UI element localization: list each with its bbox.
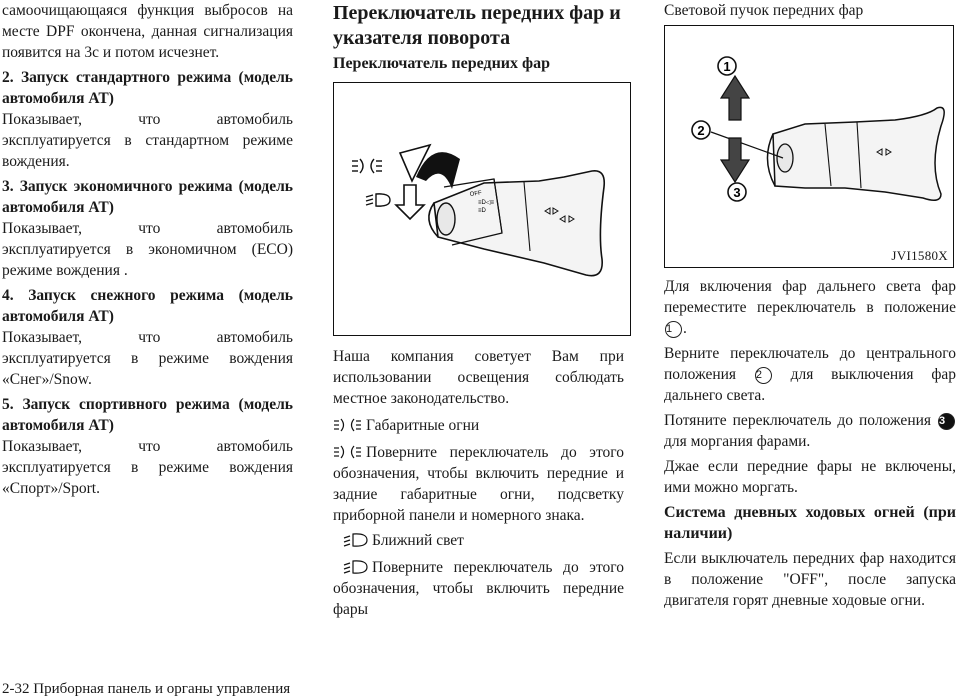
parking-light-symbol-icon bbox=[352, 159, 382, 173]
paragraph-parking-lights: Поверните переключатель до этого обозначения, чтобы включить передние и задние габаритные огни, подсветку приборной панели и номерного знака. bbox=[333, 444, 624, 524]
position-3-label: 3 bbox=[733, 185, 741, 200]
section-title: Переключатель передних фар и указателя поворота bbox=[333, 2, 621, 49]
headlight-switch-illustration bbox=[334, 83, 632, 337]
heading-parking-lights: Габаритные огни bbox=[333, 415, 624, 436]
paragraph-center-position: Верните переключатель до центрального положения 2 для выключения фар дальнего света. bbox=[664, 345, 957, 404]
paragraph-low-beam: Поверните переключатель до этого обозначения, чтобы включить передние фары bbox=[333, 559, 624, 618]
paragraph-flash-note: Джае если передние фары не включены, ими можно моргать. bbox=[664, 458, 956, 496]
label-off: OFF bbox=[469, 190, 483, 198]
paragraph-standard-mode: Показывает, что автомобиль эксплуатируется в стандартном режиме вождения. bbox=[2, 111, 293, 170]
paragraph-snow-mode: Показывает, что автомобиль эксплуатируется в режиме вождения «Снег»/Snow. bbox=[2, 329, 293, 388]
page-footer: 2-32 Приборная панель и органы управления bbox=[2, 681, 291, 697]
heading-low-beam: Ближний свет bbox=[333, 530, 624, 551]
paragraph-flash: Потяните переключатель до положения 3 для моргания фарами. bbox=[664, 410, 956, 452]
low-beam-icon bbox=[343, 533, 369, 547]
paragraph-sport-mode: Показывает, что автомобиль эксплуатируется в режиме вождения «Спорт»/Sport. bbox=[2, 438, 293, 497]
figure-caption-beam: Световой пучок передних фар bbox=[664, 2, 864, 19]
position-2-circle: 2 bbox=[755, 367, 772, 384]
paragraph-advice: Наша компания советует Вам при использовании освещения соблюдать местное законодательство. bbox=[333, 348, 624, 407]
column-right bbox=[664, 0, 956, 611]
paragraph-eco-mode: Показывает, что автомобиль эксплуатируется в экономичном (ECO) режиме вождения . bbox=[2, 220, 293, 279]
low-beam-symbol-icon bbox=[366, 194, 390, 206]
paragraph-drl: Если выключатель передних фар находится в положение "OFF", после запуска двигателя горят дневные ходовые огни. bbox=[664, 550, 956, 609]
section-subtitle: Переключатель передних фар bbox=[333, 55, 550, 72]
parking-light-icon bbox=[333, 418, 363, 432]
heading-eco-mode: 3. Запуск экономичного режима (модель автомобиля AT) bbox=[2, 178, 293, 216]
beam-switch-figure bbox=[664, 25, 954, 268]
heading-snow-mode: 4. Запуск снежного режима (модель автомобиля AT) bbox=[2, 287, 293, 325]
column-left bbox=[2, 0, 293, 499]
position-3-circle: 3 bbox=[938, 413, 955, 430]
low-beam-icon bbox=[343, 560, 369, 574]
position-1-circle: 1 bbox=[665, 321, 682, 338]
arrow-up-icon bbox=[721, 76, 749, 120]
parking-light-icon bbox=[333, 445, 363, 459]
headlight-switch-figure bbox=[333, 82, 631, 336]
heading-drl: Система дневных ходовых огней (при наличии) bbox=[664, 504, 956, 542]
column-middle bbox=[333, 0, 624, 620]
label-low-small: ≡D bbox=[478, 208, 486, 214]
heading-standard-mode: 2. Запуск стандартного режима (модель автомобиля AT) bbox=[2, 69, 293, 107]
beam-switch-illustration bbox=[665, 26, 955, 269]
position-2-label: 2 bbox=[697, 123, 705, 138]
position-1-label: 1 bbox=[723, 59, 731, 74]
paragraph-high-beam: Для включения фар дальнего света фар переместите переключатель в положение 1 . bbox=[664, 278, 956, 337]
figure-id-label: JVI1580X bbox=[891, 248, 948, 263]
heading-sport-mode: 5. Запуск спортивного режима (модель автомобиля AT) bbox=[2, 396, 293, 434]
rotate-down-arrow-icon bbox=[396, 185, 424, 219]
paragraph-dpf: самоочищающаяся функция выбросов на месте DPF окончена, данная сигнализация появится на 3с и потом исчезнет. bbox=[2, 2, 293, 61]
label-parking-small: ≡D◁≡ bbox=[478, 200, 494, 206]
